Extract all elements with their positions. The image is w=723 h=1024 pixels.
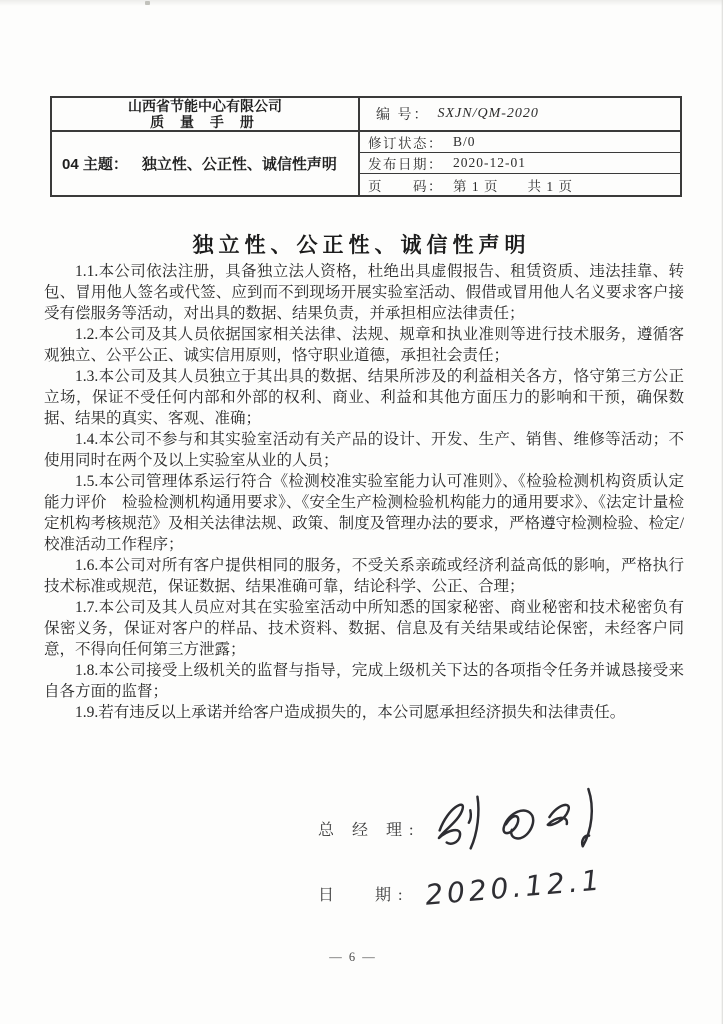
revision-row (360, 132, 680, 153)
date-handwriting: 2020.12.1 (424, 862, 606, 912)
doc-number-value: SXJN/QM-2020 (437, 106, 539, 121)
manual-name: 质 量 手 册 (150, 114, 260, 130)
topic-label: 04 主题： (62, 156, 128, 173)
paragraph-1-6: 1.6.本公司对所有客户提供相同的服务，不受关系亲疏或经济利益高低的影响，严格执行技术标准或规范，保证数据、结果准确可靠，结论科学、公正、合理； (44, 557, 684, 595)
manager-label: 总 经 理: (318, 821, 421, 839)
footer-page-number: — 6 — (329, 950, 377, 964)
doc-number-cell (360, 98, 680, 132)
date-label: 日 期: (318, 886, 410, 904)
date-row (318, 862, 658, 920)
issue-date-label: 发布日期： (368, 157, 443, 172)
topic-value: 独立性、公正性、诚信性声明 (141, 156, 337, 173)
revision-value: B/0 (453, 134, 476, 149)
issue-date-value: 2020-12-01 (453, 155, 526, 170)
page-number-value: 第 1 页 共 1 页 (453, 178, 573, 194)
company-name: 山西省节能中心有限公司 (128, 98, 282, 114)
doc-number-label: 编 号： (376, 108, 430, 123)
issue-date-row (360, 153, 680, 174)
page-number-label: 页 码： (368, 178, 443, 194)
paragraph-1-5: 1.5.本公司管理体系运行符合《检测校准实验室能力认可准则》、《检验检测机构资质认定能力评价 检验检测机构通用要求》、《安全生产检测检验机构能力的通用要求》、《法定计量检定机构考核规范》及相关法律法规、政策、制度及管理办法的要求，严格遵守检测检验、检定/校准活动工作程序； (44, 473, 684, 553)
page-number-row (360, 174, 680, 195)
topic-cell (52, 132, 360, 195)
paragraph-1-4: 1.4.本公司不参与和其实验室活动有关产品的设计、开发、生产、销售、维修等活动；不使用同时在两个及以上实验室从业的人员； (44, 431, 684, 469)
paragraph-1-3: 1.3.本公司及其人员独立于其出具的数据、结果所涉及的利益相关各方，恪守第三方公正立场，保证不受任何内部和外部的权利、商业、利益和其他方面压力的影响和干预，确保数据、结果的真实、客观、准确； (44, 368, 684, 427)
revision-label: 修订状态： (368, 136, 443, 151)
manager-signature-handwriting (425, 782, 617, 857)
paragraph-1-7: 1.7.本公司及其人员应对其在实验室活动中所知悉的国家秘密、商业秘密和技术秘密负有保密义务，保证对客户的样品、技术资料、数据、信息及有关结果或结论保密，未经客户同意，不得向任何第三方泄露； (44, 599, 684, 658)
manager-signature-row (318, 796, 658, 860)
page-title: 独立性、公正性、诚信性声明 (192, 234, 531, 257)
paragraph-1-9: 1.9.若有违反以上承诺并给客户造成损失的，本公司愿承担经济损失和法律责任。 (75, 704, 626, 721)
signature-block (318, 796, 658, 920)
scan-speck (145, 1, 150, 5)
paragraph-1-8: 1.8.本公司接受上级机关的监督与指导，完成上级机关下达的各项指令任务并诚恳接受来自各方面的监督； (44, 662, 684, 700)
paragraph-1-1: 1.1.本公司依法注册，具备独立法人资格，杜绝出具虚假报告、租赁资质、违法挂靠、转包、冒用他人签名或代签、应到而不到现场开展实验室活动、假借或冒用他人名义要求客户接受有偿服务等活动，对出具的数据、结果负责，并承担相应法律责任； (44, 263, 684, 322)
scan-edge-shadow-top (0, 0, 723, 6)
header-table (50, 96, 682, 197)
declaration-body (44, 261, 684, 723)
paragraph-1-2: 1.2.本公司及其人员依据国家相关法律、法规、规章和执业准则等进行技术服务，遵循客观独立、公平公正、诚实信用原则，恪守职业道德，承担社会责任； (44, 326, 684, 364)
company-title-cell (52, 98, 360, 132)
